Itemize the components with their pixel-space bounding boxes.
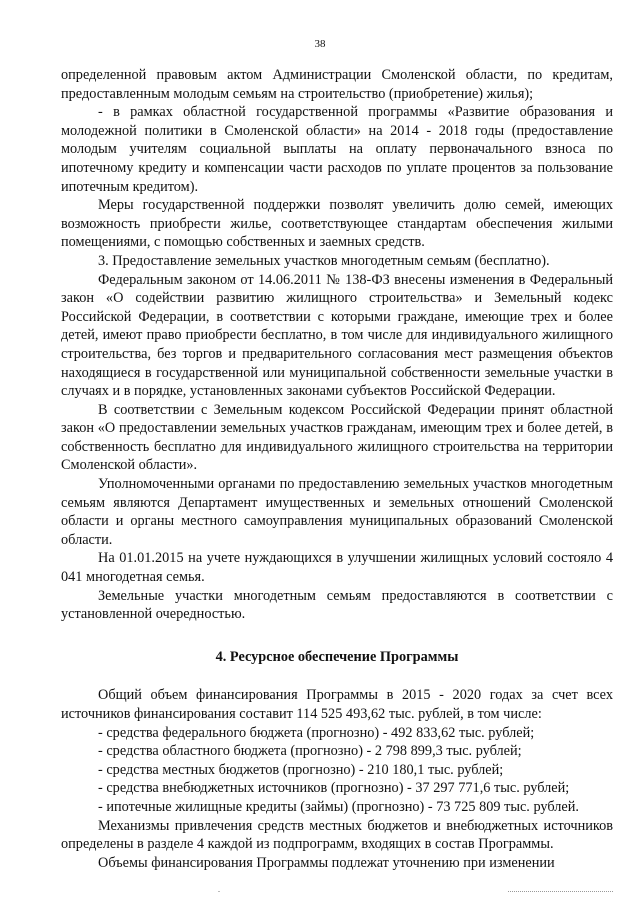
paragraph: В соответствии с Земельным кодексом Российской Федерации принят областной закон «О предоставлении земельных участков гражданам, имеющим трех и более детей, в собственность бесплатно для индивидуального жилищного строительства на территории Смоленской области».: [61, 401, 613, 474]
financing-item: - средства федерального бюджета (прогнозно) - 492 833,62 тыс. рублей;: [98, 724, 535, 741]
financing-item: - средства внебюджетных источников (прогнозно) - 37 297 771,6 тыс. рублей;: [98, 780, 570, 797]
scan-artifact: [508, 891, 613, 892]
paragraph: Земельные участки многодетным семьям предоставляются в соответствии с установленной очередностью.: [61, 587, 613, 623]
paragraph: - в рамках областной государственной программы «Развитие образования и молодежной политики в Смоленской области» на 2014 - 2018 годы (предоставление молодым учителям социальной выплаты на оплату первоначального взноса по ипотечному кредиту и компенсации части расходов по уплате процентов за пользование ипотечным кредитом).: [61, 104, 613, 195]
scan-artifact: [218, 891, 220, 892]
paragraph: определенной правовым актом Администрации Смоленской области, по кредитам, предоставленным молодым семьям на строительство (приобретение) жилья);: [61, 67, 613, 102]
paragraph: Уполномоченными органами по предоставлению земельных участков многодетным семьям являются Департамент имущественных и земельных отношений Смоленской области и органы местного самоуправления муниципальных образований Смоленской области.: [61, 476, 613, 548]
section-heading: 4. Ресурсное обеспечение Программы: [215, 648, 459, 665]
financing-item: - средства местных бюджетов (прогнозно) - 210 180,1 тыс. рублей;: [98, 761, 504, 778]
paragraph: Механизмы привлечения средств местных бюджетов и внебюджетных источников определены в разделе 4 каждой из подпрограмм, входящих в состав Программы.: [61, 817, 613, 853]
paragraph: На 01.01.2015 на учете нуждающихся в улучшении жилищных условий состояло 4 041 многодетная семья.: [61, 550, 613, 586]
financing-item: - ипотечные жилищные кредиты (займы) (прогнозно) - 73 725 809 тыс. рублей.: [98, 798, 579, 815]
paragraph: Меры государственной поддержки позволят увеличить долю семей, имеющих возможность приобрести жилье, соответствующее стандартам обеспечения жилыми помещениями, с помощью собственных и заемных средств.: [61, 197, 613, 251]
page-number: 38: [314, 38, 326, 50]
document-body: [61, 66, 613, 872]
paragraph: Федеральным законом от 14.06.2011 № 138-ФЗ внесены изменения в Федеральный закон «О содействии развитию жилищного строительства» и Земельный кодекс Российской Федерации, в соответствии с которыми граждане, имеющие трех и более детей, имеют право приобрести бесплатно, в том числе для индивидуального жилищного строительства, без торгов и предварительного согласования мест размещения объектов находящиеся в государственной или муниципальной собственности земельные участки в случаях и в порядке, установленных законами субъектов Российской Федерации.: [61, 271, 613, 400]
financing-intro: Общий объем финансирования Программы в 2015 - 2020 годах за счет всех источников финансирования составит 114 525 493,62 тыс. рублей, в том числе:: [61, 687, 613, 722]
financing-item: - средства областного бюджета (прогнозно) - 2 798 899,3 тыс. рублей;: [98, 743, 522, 760]
paragraph: Объемы финансирования Программы подлежат уточнению при изменении: [98, 854, 555, 871]
paragraph: 3. Предоставление земельных участков многодетным семьям (бесплатно).: [98, 252, 550, 269]
